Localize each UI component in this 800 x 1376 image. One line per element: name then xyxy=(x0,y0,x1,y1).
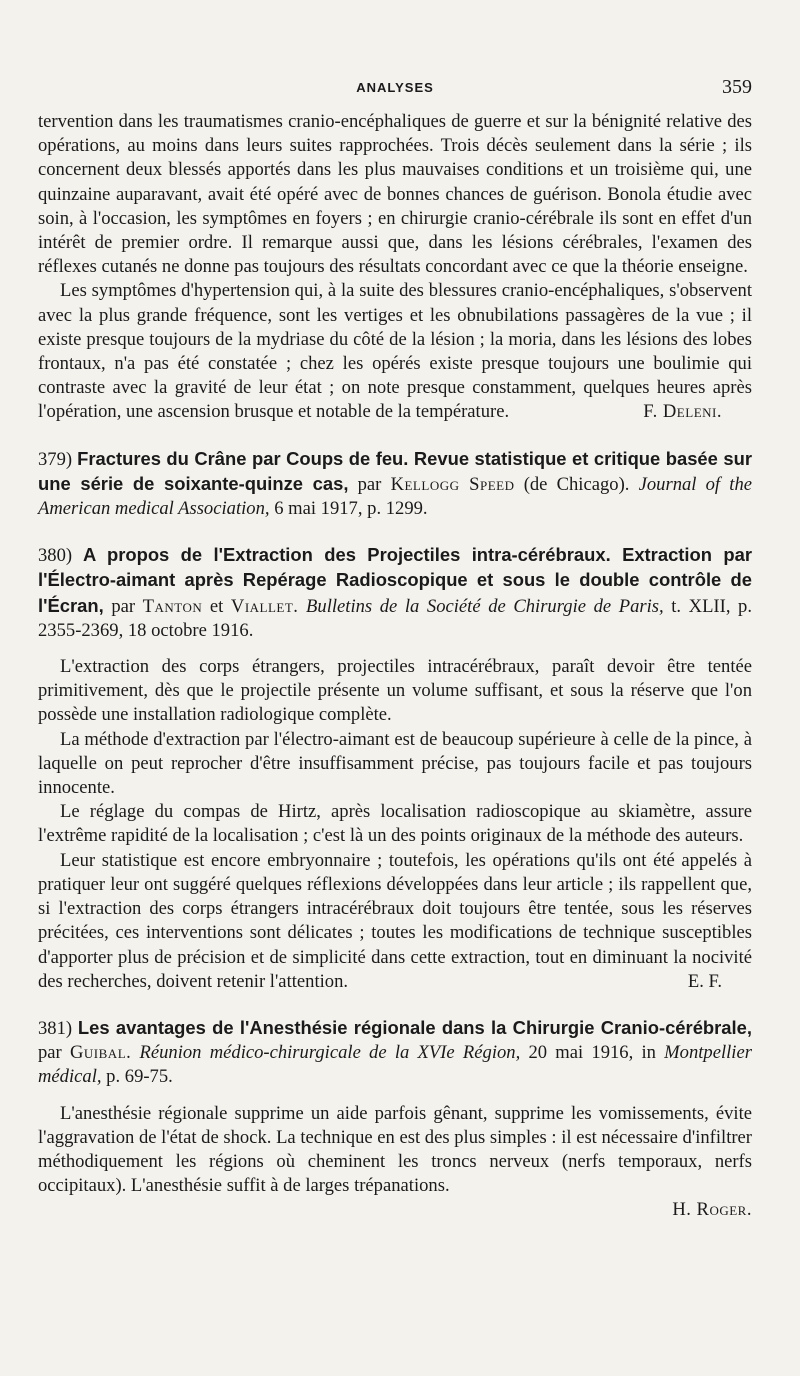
reference: t. XLII, p. 2355-2369, 18 octobre 1916. xyxy=(38,595,752,641)
page-body xyxy=(38,110,752,1223)
by-word: par xyxy=(357,473,382,495)
intro-paragraph-1: tervention dans les traumatismes cranio-encéphaliques de guerre et sur la bénignité relative des opérations, au moins dans leurs suites rapprochées. Trois décès seulement dans la série ; ils concernent deux blessés apportés dans les plus mauvaises conditions et un troisième qui, une quinzaine auparavant, avait été opéré avec de bonnes chances de guérison. Bonola étudie avec soin, à l'occasion, les symptômes en foyers ; en chirurgie cranio-cérébrale ils sont en effet d'un intérêt de premier ordre. Il remarque aussi que, dans les lésions cérébrales, l'examen des réflexes cutanés ne donne pas toujours des résultats concordant avec ce que la théorie enseigne. xyxy=(38,111,752,278)
entry-title: Fractures du Crâne par Coups de feu. Revue statistique et critique basée sur une série de soixante-quinze cas, xyxy=(38,447,752,494)
author: Kellogg Speed xyxy=(390,473,515,495)
page-number: 359 xyxy=(722,76,752,98)
and-word: et xyxy=(209,595,224,617)
entry-381 xyxy=(38,1016,752,1090)
running-header xyxy=(38,76,752,100)
running-title: ANALYSES xyxy=(356,80,434,95)
reference: p. 69-75. xyxy=(106,1066,173,1088)
signature: F. Deleni. xyxy=(643,401,722,423)
entry-379 xyxy=(38,447,752,522)
entry-title: A propos de l'Extraction des Projectiles intra-cérébraux. Extraction par l'Électro-aimant après Repérage Radioscopique et sous le double contrôle de l'Écran, xyxy=(38,544,752,616)
reference: 20 mai 1916, in xyxy=(528,1042,656,1064)
author-place: (de Chicago). xyxy=(523,473,630,495)
entry-number: 380) xyxy=(38,545,73,567)
intro-paragraph-2-text: Les symptômes d'hypertension qui, à la suite des blessures cranio-encéphaliques, s'observent avec la plus grande fréquence, sont les vertiges et les obnubilations passagères de la vue ; il existe presque toujours de la mydriase du côté de la lésion ; la moria, dans les lésions des lobes frontaux, n'a pas été constatée ; chez les opérés existe presque toujours une boulimie qui contraste avec la gravité de leur état ; on note presque constamment, quelques heures après l'opération, une ascension brusque et notable de la température. xyxy=(38,280,752,423)
intro-paragraph-2 xyxy=(38,279,752,424)
entry-380-paragraph-4-text: Leur statistique est encore embryonnaire ; toutefois, les opérations qu'ils ont été appelés à pratiquer leur ont suggéré quelques réflexions développées dans leur article ; ils rappellent que, si l'extraction des corps étrangers intracérébraux doit toujours être tentée, sous les réserves précitées, ces interventions sont délicates ; toutes les modifications de technique susceptibles d'apporter plus de précision et de simplicité dans cette extraction, tout en diminuant la nocivité des recherches, doivent retenir l'attention. xyxy=(38,849,752,992)
entry-title: Les avantages de l'Anesthésie régionale dans la Chirurgie Cranio-cérébrale, xyxy=(77,1016,752,1038)
journal: Bulletins de la Société de Chirurgie de Paris, xyxy=(306,595,664,617)
entry-380-paragraph-2: La méthode d'extraction par l'électro-aimant est de beaucoup supérieure à celle de la pince, à laquelle on peut reprocher d'être insuffisamment précise, pas toujours facile et pas toujours innocente. xyxy=(38,728,752,799)
signature: H. Roger. xyxy=(672,1199,752,1221)
journal: Journal of the American medical Association, xyxy=(38,473,752,520)
entry-380-paragraph-1: L'extraction des corps étrangers, projectiles intracérébraux, paraît devoir être tentée primitivement, dès que le projectile présente un volume suffisant, et sous la réserve que l'on possède une installation radiologique complète. xyxy=(38,656,752,726)
entry-number: 379) xyxy=(38,448,73,470)
journal: Montpellier médical, xyxy=(38,1042,752,1088)
journal: Réunion médico-chirurgicale de la XVIe Région, xyxy=(139,1042,521,1064)
signature: E. F. xyxy=(687,970,722,992)
author: Tanton xyxy=(142,595,203,617)
by-word: par xyxy=(38,1042,62,1064)
author: Guibal. xyxy=(69,1042,132,1064)
entry-380-paragraph-3: Le réglage du compas de Hirtz, après localisation radioscopique au skiamètre, assure l'extrême rapidité de la localisation ; c'est là un des points originaux de la méthode des auteurs. xyxy=(38,801,752,847)
entry-380 xyxy=(38,543,752,643)
entry-number: 381) xyxy=(38,1017,73,1039)
entry-380-paragraph-4 xyxy=(38,849,752,994)
reference: 6 mai 1917, p. 1299. xyxy=(274,498,428,520)
author: Viallet. xyxy=(230,595,299,617)
entry-381-paragraph-1: L'anesthésie régionale supprime un aide parfois gênant, supprime les vomissements, évite l'aggravation de l'état de shock. La technique en est des plus simples : il est nécessaire d'infiltrer méthodiquement les régions où cheminent les troncs nerveux (nerfs temporaux, nerfs occipitaux). L'anesthésie suffit à de larges trépanations. xyxy=(38,1102,752,1197)
by-word: par xyxy=(111,595,136,617)
